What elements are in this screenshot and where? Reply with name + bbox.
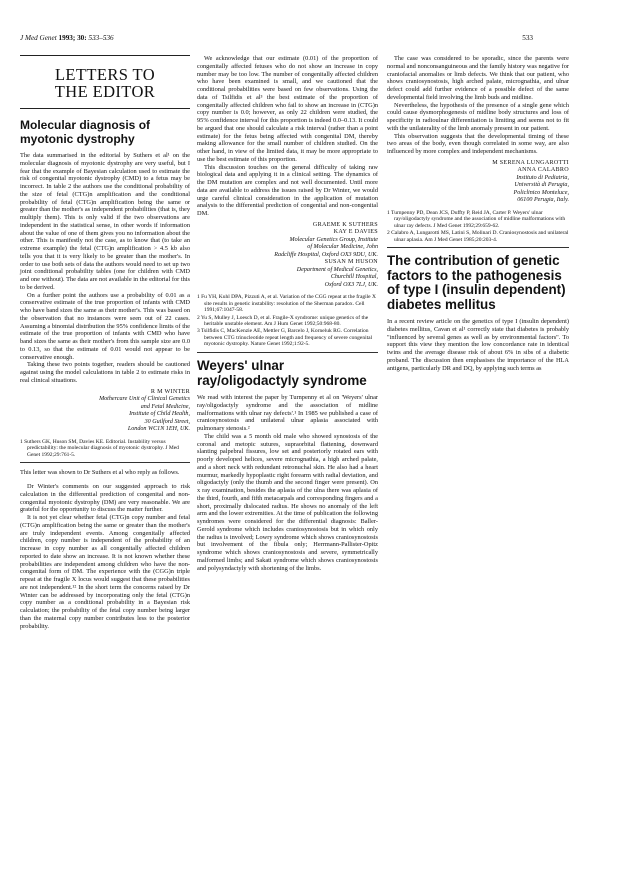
letter-2-signature (387, 160, 569, 205)
reference-item: 2 Yu S, Mulley J, Loesch D, et al. Fragile-X syndrome: unique genetics of the heritable unstable element. Am J Hum Genet 1992;50:968-80. (197, 314, 369, 328)
author-affiliation: Policlinico Monteluce, (513, 189, 569, 196)
reply-paragraph: It is not yet clear whether fetal (CTG)n copy number and fetal (CTG)n amplification being the same or greater than the mother's are truly independent events. Among congenitally affected children, copy number is independent of the probability of an increase in copy number as all congenitally affected children reported to date show an increase. It is not known whether these probabilities are independent among children who have the non-congenital form of DM. The experience with the (CGG)n triple repeat at the fragile X locus would suggest that these probabilities are not independent.¹² In the short term the concerns raised by Dr Winter can be addressed by incorporating only the fetal (CTG)n copy number as a conditional probability in a Bayesian risk calculation; the probability of the fetal copy number being larger than the maternal copy number contributes less to the posterior probability. (20, 514, 190, 630)
section-heading-line-2: THE EDITOR (54, 82, 156, 101)
column-1 (20, 55, 190, 630)
author-affiliation: Radcliffe Hospital, Oxford OX3 9DU, UK. (274, 251, 378, 258)
reference-item: 1 Suthers GK, Huson SM, Davies KE. Editorial. Instability versus predictability: the molecular diagnosis of myotonic dystrophy. J Med Genet 1992;29:761-5. (20, 438, 179, 458)
letter-3-title: The contribution of genetic factors to the pathogenesis of type I (insulin dependent) diabetes mellitus (387, 253, 566, 312)
author-affiliation: Department of Medical Genetics, (296, 266, 378, 273)
author-name: KAY E DAVIES (333, 229, 378, 236)
letter-2-paragraph: The child was a 5 month old male who showed synostosis of the coronal and metopic sutures, supraorbital flattening, downward slanting palpebral fissures, low set and posteriorly rotated ears with poorly developed helices, severe micrognathia, a high arched palate, and a short neck with redundant retronuchal skin. He also had a heart murmur, markedly hypoplastic right forearm with radial deviation, and oligodactyly (only the thumb and the second finger were present). On x ray examination, besides the aplasia of the ulna there was aplasia of the third, fourth, and fifth metacarpals and corresponding fingers and a short, proximally dislocated radius. He shows no anomaly of the left arm and the lower extremities. At the time of publication the following syndromes were considered for the differential diagnosis: Baller-Gerold syndrome which includes craniosynostosis but in which only the radius is involved; Lowry syndrome which shows craniosynostosis but involvement of the fibula only; Herrmann-Pallister-Opitz syndrome which shows craniosynostosis and severe, symmetrically malformed limbs; and Sakati syndrome which shows craniosynostosis and polysyndactyly with shortening of the limbs. (197, 432, 378, 572)
letter-2-paragraph: This observation suggests that the developmental timing of these two areas of the body, even though correlated in some way, are also influenced by more complex and independent mechanisms. (387, 132, 569, 155)
author-name: M SERENA LUNGAROTTI (492, 159, 569, 166)
reply-references (197, 294, 378, 348)
journal-name: J Med Genet (20, 34, 57, 42)
reference-item: 2 Calabro A, Lungarotti MS, Latini S, Molinari D. Craniosynostosis and unilateral ulnar aplasia. Am J Med Genet 1985;20:203-4. (387, 230, 569, 243)
divider (20, 462, 190, 463)
letter-2-paragraph: We read with interest the paper by Turnpenny et al on 'Weyers' ulnar ray/oligodactyly syndrome and the association of midline malformations with ulnar ray defects'.¹ In 1985 we published a case of craniosynostosis and unilateral ulnar aplasia associated with pulmonary stenosis.² (197, 394, 378, 432)
author-affiliation: Università di Perugia, (514, 182, 569, 189)
reply-paragraph: This discussion touches on the general difficulty of taking raw biological data and applying it in a clinical setting. The dynamics of the DM mutation are complex and not well documented. Until more data are available to address the issues raised by Dr Winter, we would urge careful clinical consideration in the application of mutation analysis to the differential prediction of congenital and non-congenital DM. (197, 163, 378, 217)
author-name: SUSAN M HUSON (324, 259, 378, 266)
author-affiliation: 06100 Perugia, Italy. (517, 197, 569, 204)
reply-paragraph: We acknowledge that our estimate (0.01) of the proportion of congenitally affected fetuses who do not show an increase in copy number may be too low. The number of congenitally affected children who have been examined is small, and we cautioned that the conditional probabilities were based on few observations. Using the data of Tsilfidis et al³ the best estimate of the proportion of congenitally affected children who fail to show an increase in (CTG)n copy number is 0.0; however, as only 22 children were studied, the 95% confidence interval for this proportion is indeed 0.0–0.13. It could be argued that one should calculate a risk interval (rather than a point estimate) for the fetus being affected with congenital DM, thereby making allowance for the small number of children studied. On the other hand, in view of the limited data, it may be more appropriate to use the best estimate of this proportion. (197, 55, 378, 163)
page-number: 533 (522, 34, 533, 42)
reference-item: 1 Turnpenny PD, Dean JCS, Duffty P, Reid JA, Carter P. Weyers' ulnar ray/oligodactyly syndrome and the association of midline malformations with ulnar ray defects. J Med Genet 1992;29:659-62. (387, 209, 566, 229)
author-affiliation: Instituto di Pediatria, (516, 174, 569, 181)
column-3 (387, 55, 569, 372)
reply-paragraph: Dr Winter's comments on our suggested approach to risk calculation in the differential prediction of congenital and non-congenital myotonic dystrophy (DM) are very reasonable. We are grateful for the opportunity to discuss the matter further. (20, 483, 190, 514)
author-affiliation: Oxford OX3 7LJ, UK. (324, 281, 378, 288)
reply-signature (197, 222, 378, 290)
reply-intro: This letter was shown to Dr Suthers et al who reply as follows. (20, 469, 180, 477)
author-affiliation: Molecular Genetics Group, Institute (289, 236, 378, 243)
author-affiliation: 30 Guilford Street, (144, 418, 190, 425)
section-heading-line-1: LETTERS TO (54, 65, 156, 84)
letter-2-references (387, 210, 569, 243)
author-affiliation: Institute of Child Health, (129, 411, 190, 417)
letter-1-references (20, 439, 190, 459)
running-header (20, 34, 114, 42)
author-affiliation: Churchill Hospital, (330, 274, 378, 281)
year-volume: 1993; 30: (58, 34, 87, 42)
letter-3-paragraph: In a recent review article on the genetics of type I (insulin dependent) diabetes mellitus, Cavan et al¹ correctly state that diabetes is probably "influenced by several genes as well as by environmental factors". To support this view they mention the low concordance rate in identical twins and the average disease risk of about 6% in sibs of a diabetic proband. The discussion then emphasises the importance of the HLA antigens, particularly DR and DQ, by applying such terms as (387, 318, 569, 372)
author-name: R M WINTER (150, 388, 190, 395)
letter-2-paragraph: The case was considered to be sporadic, since the parents were normal and nonconsanguineous and the family history was negative for craniofacial anomalies or limb defects. We think that our patient, who shows craniosynostosis, high arched palate, micrognathia, and ulnar defect could add further evidence of a possible defect of the same developmental field involving the limb buds and midline. (387, 55, 569, 101)
divider (197, 352, 378, 353)
letter-2-title: Weyers' ulnar ray/oligodactyly syndrome (197, 358, 367, 388)
author-affiliation: of Molecular Medicine, John (307, 244, 378, 251)
reference-item: 1 Fu YH, Kuhl DPA, Pizzuti A, et al. Variation of the CGG repeat at the fragile X site results in genetic instability: resolution of the Sherman paradox. Cell 1991;67:1047-58. (197, 294, 376, 314)
letter-1-paragraph: The data summarised in the editorial by Suthers et al¹ on the molecular diagnosis of myotonic dystrophy are very useful, but I fear that the example of Bayesian calculation used to estimate the risk of congenital myotonic dystrophy (CMD) to a fetus may be incorrect. In table 2 the authors use the conditional probability of the size of fetal (CTG)n amplification and the conditional probability of fetal (CTG)n amplification being the same or greater than the mother's as independent probabilities (that is, they multiply them). This is only valid if the two observations are independent in the statistical sense, in other words if information about the value of one of them gives you no information about the other. This is manifestly not the case, as to know that (to take an extreme example) the fetal (CTG)n amplification > 4.5 kb also tells you that it is very likely to be greater than the mother's. In order to use both sets of data the authors would need to set up two joint conditional probability tables (one for children with CMD and one without). The data are not available in the editorial for this to be derived. (20, 152, 190, 291)
author-name: ANNA CALABRO (517, 167, 569, 174)
letter-2-paragraph: Nevertheless, the hypothesis of the presence of a single gene which could cause dysmorphogenesis of midline body structures and loss of specificity in radioulnar differentiation is limiting and seems not to fit with the unilaterality of the limb anomaly present in our patient. (387, 101, 569, 132)
page-range: 533–536 (88, 34, 114, 42)
letter-1-title: Molecular diagnosis of myotonic dystrophy (20, 118, 151, 146)
column-2 (197, 55, 378, 572)
section-heading (20, 55, 190, 109)
author-name: GRAEME K SUTHERS (312, 221, 378, 228)
divider (387, 247, 569, 248)
author-affiliation: London WC1N 1EH, UK. (127, 426, 190, 432)
author-affiliation: and Fetal Medicine, (140, 403, 190, 410)
reference-item: 3 Tsilfidis C, MacKenzie AE, Mettler G, Barcelo J, Korneluk RG. Correlation between CTG trinucleotide repeat length and frequency of severe congenital myotonic dystrophy. Nature Genet 1992;1:92-5. (197, 328, 373, 348)
letter-1-signature (20, 389, 190, 434)
author-affiliation: Mothercare Unit of Clinical Genetics (99, 396, 190, 402)
letter-1-paragraph: On a further point the authors use a probability of 0.01 as a conservative estimate of the true proportion of infants with CMD who have band sizes the same as their mother's. This was based on the observation that no instances were seen out of 22 cases. Assuming a binomial distribution the 95% confidence limits of the estimate of the true proportion of infants with CMD who have band sizes the same as their mother's from this sample size are 0.0 to 0.13, so that the estimate of 0.01 would not appear to be conservative enough. (20, 291, 190, 361)
letter-1-paragraph: Taking these two points together, readers should be cautioned against using the model calculations in table 2 to estimate risks in real clinical situations. (20, 361, 190, 384)
